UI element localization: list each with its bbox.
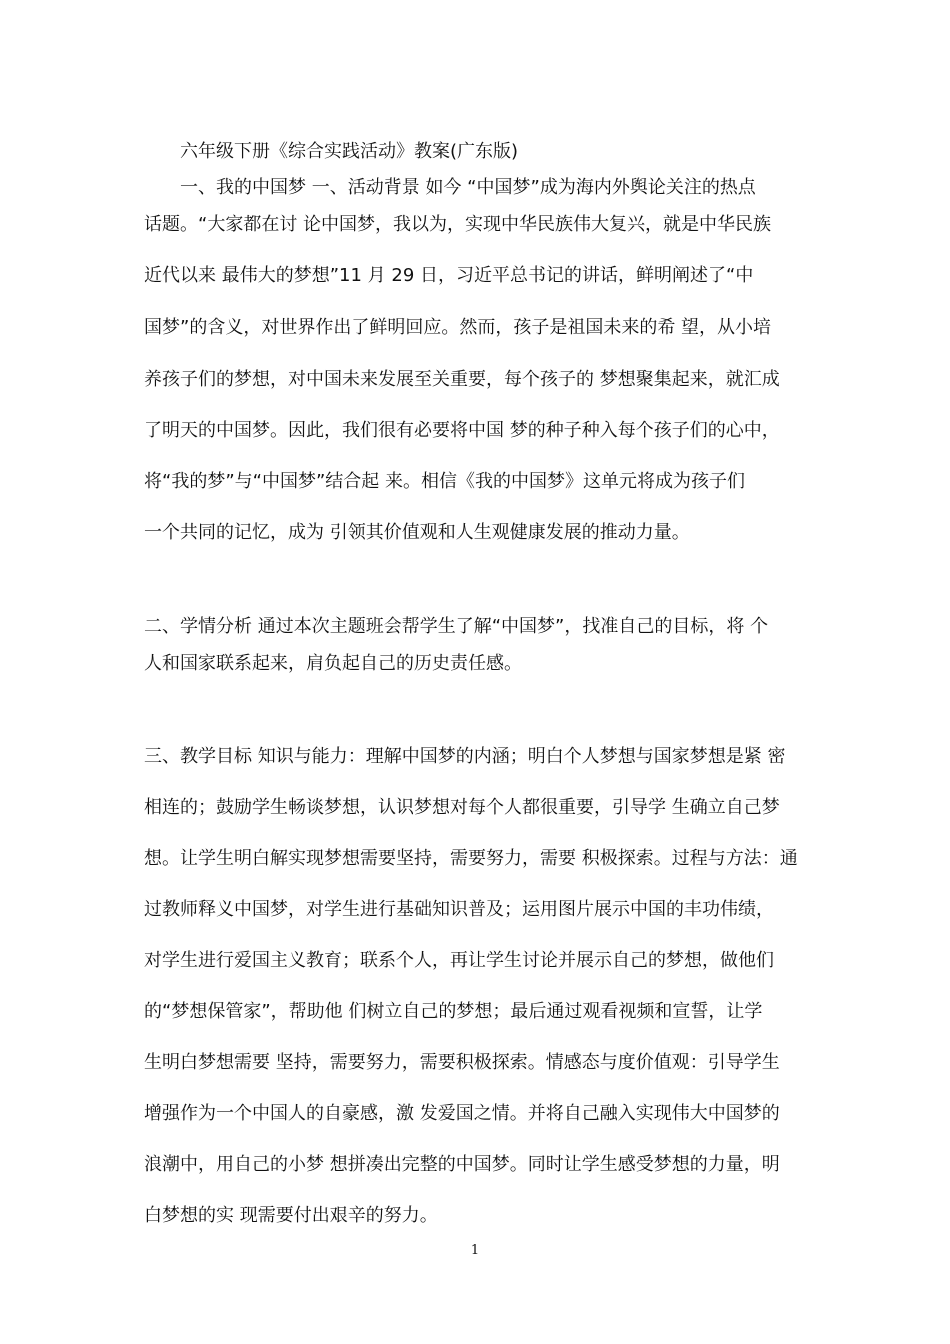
section-3-line: 的“梦想保管家”，帮助他 们树立自己的梦想；最后通过观看视频和宣誓，让学: [144, 1001, 763, 1022]
section-1-line: 了明天的中国梦。因此，我们很有必要将中国 梦的种子种入每个孩子们的心中，: [144, 420, 780, 441]
section-3-line: 对学生进行爱国主义教育；联系个人，再让学生讨论并展示自己的梦想，做他们: [144, 950, 774, 971]
section-1-line: 将“我的梦”与“中国梦”结合起 来。相信《我的中国梦》这单元将成为孩子们: [144, 471, 746, 492]
section-3-line: 想。让学生明白解实现梦想需要坚持，需要努力，需要 积极探索。过程与方法：通: [144, 848, 798, 869]
section-2-line: 人和国家联系起来，肩负起自己的历史责任感。: [144, 653, 522, 674]
section-1-line: 养孩子们的梦想，对中国未来发展至关重要，每个孩子的 梦想聚集起来，就汇成: [144, 369, 780, 390]
section-1-line: 近代以来 最伟大的梦想”11 月 29 日，习近平总书记的讲话，鲜明阐述了“中: [144, 265, 754, 286]
section-3-line: 相连的；鼓励学生畅谈梦想，认识梦想对每个人都很重要，引导学 生确立自己梦: [144, 797, 780, 818]
section-1-line: 一、我的中国梦 一、活动背景 如今 “中国梦”成为海内外舆论关注的热点: [180, 177, 756, 198]
section-3-line: 过教师释义中国梦，对学生进行基础知识普及；运用图片展示中国的丰功伟绩，: [144, 899, 774, 920]
section-3-line: 白梦想的实 现需要付出艰辛的努力。: [144, 1205, 438, 1226]
section-3-line: 浪潮中，用自己的小梦 想拼凑出完整的中国梦。同时让学生感受梦想的力量，明: [144, 1154, 780, 1175]
section-1-line: 话题。“大家都在讨 论中国梦，我以为，实现中华民族伟大复兴，就是中华民族: [144, 214, 772, 235]
section-2-line: 二、学情分析 通过本次主题班会帮学生了解“中国梦”，找准自己的目标，将 个: [144, 616, 769, 637]
section-3-line: 三、教学目标 知识与能力：理解中国梦的内涵；明白个人梦想与国家梦想是紧 密: [144, 746, 786, 767]
section-3-line: 增强作为一个中国人的自豪感，激 发爱国之情。并将自己融入实现伟大中国梦的: [144, 1103, 780, 1124]
section-1-line: 一个共同的记忆，成为 引领其价值观和人生观健康发展的推动力量。: [144, 522, 690, 543]
page-number: 1: [470, 1243, 480, 1258]
document-title: 六年级下册《综合实践活动》教案(广东版): [180, 141, 519, 162]
section-1-line: 国梦”的含义，对世界作出了鲜明回应。然而，孩子是祖国未来的希 望，从小培: [144, 317, 772, 338]
section-3-line: 生明白梦想需要 坚持，需要努力，需要积极探索。情感态与度价值观：引导学生: [144, 1052, 780, 1073]
